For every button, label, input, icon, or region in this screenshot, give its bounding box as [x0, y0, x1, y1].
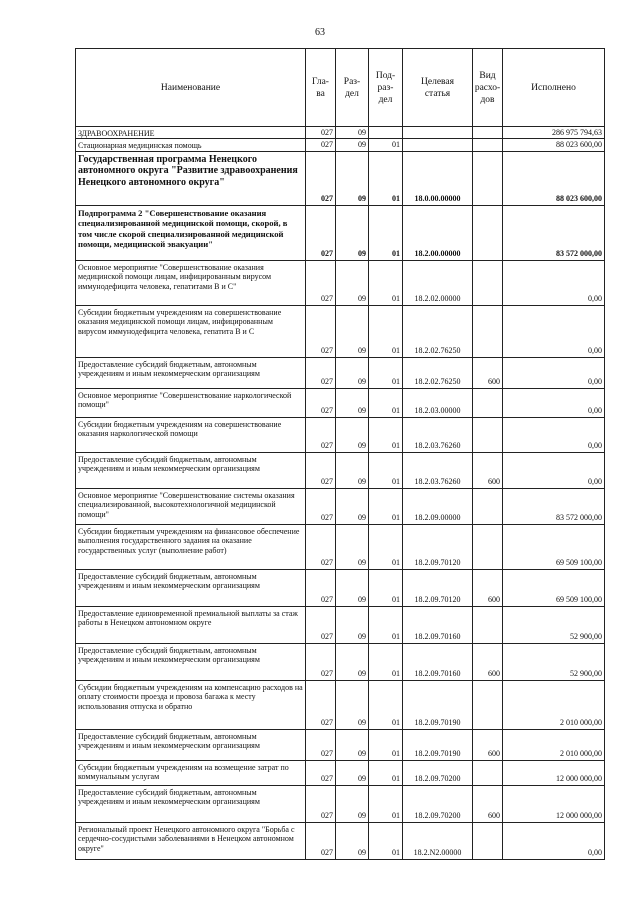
row-amount: 286 975 794,63 [503, 127, 605, 139]
table-row [76, 127, 605, 139]
row-section: 09 [336, 760, 369, 785]
table-row [76, 488, 605, 524]
row-target: 18.2.09.70190 [403, 680, 473, 729]
row-amount: 0,00 [503, 305, 605, 357]
row-subsection: 01 [369, 822, 403, 859]
table-row [76, 305, 605, 357]
row-section: 09 [336, 388, 369, 417]
row-target: 18.2.N2.00000 [403, 822, 473, 859]
row-section: 09 [336, 205, 369, 260]
row-name: Субсидии бюджетным учреждениям на финансовое обеспечение выполнения государственного задания на оказание государственных услуг (выполнение работ) [76, 524, 306, 569]
row-expense-type [473, 488, 503, 524]
row-subsection: 01 [369, 606, 403, 643]
row-chapter: 027 [306, 151, 336, 205]
row-subsection: 01 [369, 680, 403, 729]
table-row [76, 205, 605, 260]
row-name: Стационарная медицинская помощь [76, 139, 306, 151]
row-amount: 88 023 600,00 [503, 151, 605, 205]
row-subsection: 01 [369, 785, 403, 822]
row-chapter: 027 [306, 785, 336, 822]
row-section: 09 [336, 569, 369, 606]
row-expense-type: 600 [473, 785, 503, 822]
row-name: Государственная программа Ненецкого автономного округа "Развитие здравоохранения Ненецкого автономного округа" [76, 151, 306, 205]
row-target: 18.2.09.70160 [403, 606, 473, 643]
row-section: 09 [336, 357, 369, 388]
row-subsection: 01 [369, 388, 403, 417]
row-chapter: 027 [306, 139, 336, 151]
row-subsection: 01 [369, 524, 403, 569]
row-subsection: 01 [369, 760, 403, 785]
row-section: 09 [336, 305, 369, 357]
row-expense-type: 600 [473, 569, 503, 606]
row-expense-type [473, 139, 503, 151]
row-subsection: 01 [369, 305, 403, 357]
row-section: 09 [336, 488, 369, 524]
row-amount: 0,00 [503, 822, 605, 859]
header-section: Раз- дел [336, 49, 369, 127]
table-row [76, 452, 605, 488]
row-name: Предоставление субсидий бюджетным, автономным учреждениям и иным некоммерческим организациям [76, 643, 306, 680]
row-subsection: 01 [369, 260, 403, 305]
row-expense-type [473, 680, 503, 729]
table-row [76, 569, 605, 606]
row-expense-type [473, 151, 503, 205]
row-expense-type [473, 822, 503, 859]
row-section: 09 [336, 452, 369, 488]
row-amount: 52 900,00 [503, 606, 605, 643]
row-amount: 83 572 000,00 [503, 488, 605, 524]
row-name: Подпрограмма 2 "Совершенствование оказания специализированной медицинской помощи, скорой, в том числе скорой специализированной медицинской помощи, медицинской эвакуации" [76, 205, 306, 260]
header-chapter: Гла- ва [306, 49, 336, 127]
header-name: Наименование [76, 49, 306, 127]
row-expense-type [473, 127, 503, 139]
row-target: 18.2.09.00000 [403, 488, 473, 524]
row-expense-type: 600 [473, 643, 503, 680]
budget-table [75, 48, 605, 860]
row-section: 09 [336, 822, 369, 859]
table-row [76, 417, 605, 452]
row-chapter: 027 [306, 643, 336, 680]
row-chapter: 027 [306, 680, 336, 729]
table-row [76, 760, 605, 785]
row-amount: 83 572 000,00 [503, 205, 605, 260]
row-subsection: 01 [369, 139, 403, 151]
row-amount: 12 000 000,00 [503, 785, 605, 822]
row-amount: 0,00 [503, 357, 605, 388]
row-subsection [369, 127, 403, 139]
row-target: 18.2.03.76260 [403, 417, 473, 452]
table-row [76, 822, 605, 859]
row-subsection: 01 [369, 417, 403, 452]
row-target: 18.2.09.70190 [403, 729, 473, 760]
row-expense-type: 600 [473, 452, 503, 488]
row-name: Субсидии бюджетным учреждениям на возмещение затрат по коммунальным услугам [76, 760, 306, 785]
row-target: 18.2.02.76250 [403, 305, 473, 357]
row-subsection: 01 [369, 151, 403, 205]
row-amount: 88 023 600,00 [503, 139, 605, 151]
row-section: 09 [336, 417, 369, 452]
row-target: 18.2.03.00000 [403, 388, 473, 417]
row-target: 18.2.03.76260 [403, 452, 473, 488]
row-chapter: 027 [306, 569, 336, 606]
row-amount: 0,00 [503, 452, 605, 488]
row-expense-type [473, 388, 503, 417]
table-header-row [76, 49, 605, 127]
row-chapter: 027 [306, 127, 336, 139]
row-expense-type [473, 417, 503, 452]
row-amount: 2 010 000,00 [503, 729, 605, 760]
row-name: Субсидии бюджетным учреждениям на совершенствование оказания наркологической помощи [76, 417, 306, 452]
row-subsection: 01 [369, 569, 403, 606]
row-section: 09 [336, 606, 369, 643]
row-target: 18.0.00.00000 [403, 151, 473, 205]
row-section: 09 [336, 127, 369, 139]
row-name: Основное мероприятие "Совершенствование системы оказания специализированной, высокотехнологичной медицинской помощи" [76, 488, 306, 524]
row-chapter: 027 [306, 417, 336, 452]
row-section: 09 [336, 524, 369, 569]
row-target: 18.2.02.76250 [403, 357, 473, 388]
row-section: 09 [336, 785, 369, 822]
row-target: 18.2.00.00000 [403, 205, 473, 260]
row-name: ЗДРАВООХРАНЕНИЕ [76, 127, 306, 139]
row-name: Субсидии бюджетным учреждениям на совершенствование оказания медицинской помощи лицам, инфицированным вирусом иммунодефицита человека, гепатита В и С [76, 305, 306, 357]
row-expense-type [473, 260, 503, 305]
row-name: Основное мероприятие "Совершенствование наркологической помощи" [76, 388, 306, 417]
row-subsection: 01 [369, 643, 403, 680]
row-chapter: 027 [306, 822, 336, 859]
row-chapter: 027 [306, 388, 336, 417]
row-amount: 12 000 000,00 [503, 760, 605, 785]
row-subsection: 01 [369, 205, 403, 260]
row-target: 18.2.09.70120 [403, 569, 473, 606]
row-expense-type [473, 606, 503, 643]
row-name: Региональный проект Ненецкого автономного округа "Борьба с сердечно-сосудистыми заболеваниями в Ненецком автономном округе" [76, 822, 306, 859]
table-row [76, 643, 605, 680]
table-row [76, 680, 605, 729]
row-target: 18.2.09.70200 [403, 760, 473, 785]
row-chapter: 027 [306, 760, 336, 785]
header-executed: Исполнено [503, 49, 605, 127]
row-subsection: 01 [369, 729, 403, 760]
row-amount: 0,00 [503, 417, 605, 452]
row-expense-type [473, 760, 503, 785]
table-row [76, 606, 605, 643]
header-target: Целевая статья [403, 49, 473, 127]
row-target: 18.2.09.70160 [403, 643, 473, 680]
table-row [76, 260, 605, 305]
row-expense-type [473, 205, 503, 260]
row-chapter: 027 [306, 305, 336, 357]
table-row [76, 139, 605, 151]
row-chapter: 027 [306, 729, 336, 760]
row-target [403, 139, 473, 151]
row-name: Предоставление субсидий бюджетным, автономным учреждениям и иным некоммерческим организациям [76, 785, 306, 822]
row-amount: 2 010 000,00 [503, 680, 605, 729]
row-name: Предоставление субсидий бюджетным, автономным учреждениям и иным некоммерческим организациям [76, 452, 306, 488]
row-name: Предоставление единовременной премиальной выплаты за стаж работы в Ненецком автономном округе [76, 606, 306, 643]
header-expense-type: Вид расхо- дов [473, 49, 503, 127]
row-subsection: 01 [369, 452, 403, 488]
page-number: 63 [315, 27, 325, 38]
row-chapter: 027 [306, 524, 336, 569]
table-row [76, 388, 605, 417]
row-chapter: 027 [306, 488, 336, 524]
row-chapter: 027 [306, 205, 336, 260]
row-name: Предоставление субсидий бюджетным, автономным учреждениям и иным некоммерческим организациям [76, 729, 306, 760]
row-chapter: 027 [306, 260, 336, 305]
row-amount: 52 900,00 [503, 643, 605, 680]
header-subsection: Под- раз- дел [369, 49, 403, 127]
row-target: 18.2.09.70200 [403, 785, 473, 822]
table-row [76, 357, 605, 388]
row-subsection: 01 [369, 488, 403, 524]
row-chapter: 027 [306, 357, 336, 388]
table-row [76, 729, 605, 760]
row-chapter: 027 [306, 452, 336, 488]
row-subsection: 01 [369, 357, 403, 388]
row-expense-type: 600 [473, 357, 503, 388]
row-target [403, 127, 473, 139]
row-section: 09 [336, 680, 369, 729]
row-section: 09 [336, 729, 369, 760]
table-row [76, 785, 605, 822]
row-expense-type [473, 524, 503, 569]
row-amount: 0,00 [503, 388, 605, 417]
row-name: Предоставление субсидий бюджетным, автономным учреждениям и иным некоммерческим организациям [76, 569, 306, 606]
row-expense-type [473, 305, 503, 357]
row-target: 18.2.09.70120 [403, 524, 473, 569]
row-section: 09 [336, 151, 369, 205]
row-section: 09 [336, 643, 369, 680]
row-name: Основное мероприятие "Совершенствование оказания медицинской помощи лицам, инфицированным вирусом иммунодефицита человека, гепатитами В и С" [76, 260, 306, 305]
row-amount: 0,00 [503, 260, 605, 305]
row-amount: 69 509 100,00 [503, 524, 605, 569]
row-amount: 69 509 100,00 [503, 569, 605, 606]
row-name: Субсидии бюджетным учреждениям на компенсацию расходов на оплату стоимости проезда и провоза багажа к месту использования отпуска и обратно [76, 680, 306, 729]
table-row [76, 151, 605, 205]
row-section: 09 [336, 260, 369, 305]
row-expense-type: 600 [473, 729, 503, 760]
row-target: 18.2.02.00000 [403, 260, 473, 305]
table-row [76, 524, 605, 569]
row-name: Предоставление субсидий бюджетным, автономным учреждениям и иным некоммерческим организациям [76, 357, 306, 388]
row-chapter: 027 [306, 606, 336, 643]
row-section: 09 [336, 139, 369, 151]
